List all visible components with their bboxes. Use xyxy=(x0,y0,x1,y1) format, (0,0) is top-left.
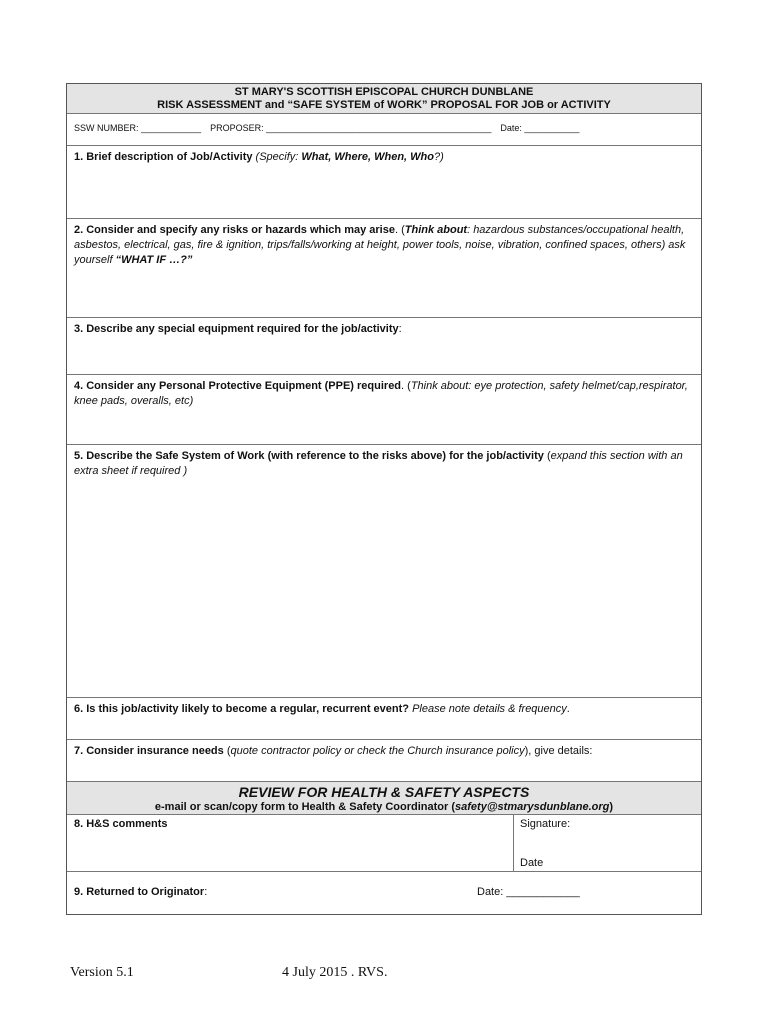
risk-assessment-form xyxy=(66,83,702,915)
date-field[interactable]: Date: ___________ xyxy=(500,123,580,133)
q1-hint: (Specify: xyxy=(252,151,302,163)
hs-comments-field[interactable] xyxy=(67,815,514,871)
q5-label: 5. Describe the Safe System of Work (with reference to the risks above) for the job/activity xyxy=(74,450,544,462)
returned-colon: : xyxy=(204,886,208,898)
q4-hint: Think about: eye protection, safety helmet/cap,respirator, knee pads, overalls, etc) xyxy=(74,380,688,407)
version-label: Version 5.1 xyxy=(70,965,134,980)
hs-signature-field[interactable] xyxy=(514,815,701,871)
form-title: RISK ASSESSMENT and “SAFE SYSTEM of WORK” PROPOSAL FOR JOB or ACTIVITY xyxy=(157,99,611,111)
section-2-risks[interactable] xyxy=(67,219,701,318)
q7-label: 7. Consider insurance needs xyxy=(74,745,224,757)
hs-date-label: Date xyxy=(520,857,544,869)
revision-date: 4 July 2015 . RVS. xyxy=(282,965,388,980)
q2-hint: : hazardous substances/occupational health, asbestos, electrical, gas, fire & ignition, trips/falls/working at height, power tools, noise, vibration, confined spaces, others) ask yourself xyxy=(74,224,686,266)
review-subtitle xyxy=(67,801,701,814)
review-instruction-end: ) xyxy=(609,801,614,813)
review-header xyxy=(67,782,701,815)
church-name: ST MARY'S SCOTTISH EPISCOPAL CHURCH DUNBLANE xyxy=(234,86,534,98)
coordinator-email[interactable]: safety@stmarysdunblane.org xyxy=(455,801,610,813)
signature-label: Signature: xyxy=(520,818,571,830)
section-4-ppe[interactable] xyxy=(67,375,701,445)
q7-end: ), give details: xyxy=(524,745,593,757)
section-7-insurance[interactable] xyxy=(67,740,701,782)
section-5-safe-system[interactable] xyxy=(67,445,701,698)
ssw-number-field[interactable]: SSW NUMBER: ____________ xyxy=(74,123,202,133)
q1-label: 1. Brief description of Job/Activity xyxy=(74,151,253,163)
q1-hint-end: ?) xyxy=(434,151,444,163)
q3-colon: : xyxy=(398,323,402,335)
q7-open: ( xyxy=(223,745,231,757)
section-3-equipment[interactable] xyxy=(67,318,701,375)
returned-label: 9. Returned to Originator xyxy=(74,886,205,898)
q2-sep: . ( xyxy=(394,224,405,236)
proposer-field[interactable]: PROPOSER: _____________________________________________ xyxy=(210,123,492,133)
section-6-recurrent[interactable] xyxy=(67,698,701,740)
q3-label: 3. Describe any special equipment required for the job/activity xyxy=(74,323,399,335)
form-header xyxy=(67,84,701,114)
q5-hint: expand this section with an extra sheet if required ) xyxy=(74,450,683,477)
q4-label: 4. Consider any Personal Protective Equipment (PPE) required xyxy=(74,380,402,392)
q5-sep: ( xyxy=(543,450,551,462)
q6-label: 6. Is this job/activity likely to become a regular, recurrent event? xyxy=(74,703,410,715)
hs-comments-label: 8. H&S comments xyxy=(74,818,168,830)
q2-label: 2. Consider and specify any risks or hazards which may arise xyxy=(74,224,395,236)
q1-hint-bold: What, Where, When, Who xyxy=(301,151,434,163)
review-instruction: e-mail or scan/copy form to Health & Safety Coordinator ( xyxy=(154,801,456,813)
q6-hint: Please note details & frequency xyxy=(409,703,567,715)
q2-think-about: Think about xyxy=(404,224,468,236)
q6-end: . xyxy=(566,703,570,715)
review-title: REVIEW FOR HEALTH & SAFETY ASPECTS xyxy=(238,784,530,800)
returned-label-wrap xyxy=(74,886,207,898)
q4-sep: . ( xyxy=(401,380,411,392)
returned-date-field[interactable]: Date: ____________ xyxy=(477,886,580,898)
section-9-returned[interactable] xyxy=(67,872,701,914)
q2-what-if: “WHAT IF …?” xyxy=(115,254,193,266)
q7-hint: quote contractor policy or check the Church insurance policy xyxy=(230,745,525,757)
section-8-hs xyxy=(67,815,701,872)
ssw-row xyxy=(67,114,701,146)
section-1-description[interactable] xyxy=(67,146,701,219)
